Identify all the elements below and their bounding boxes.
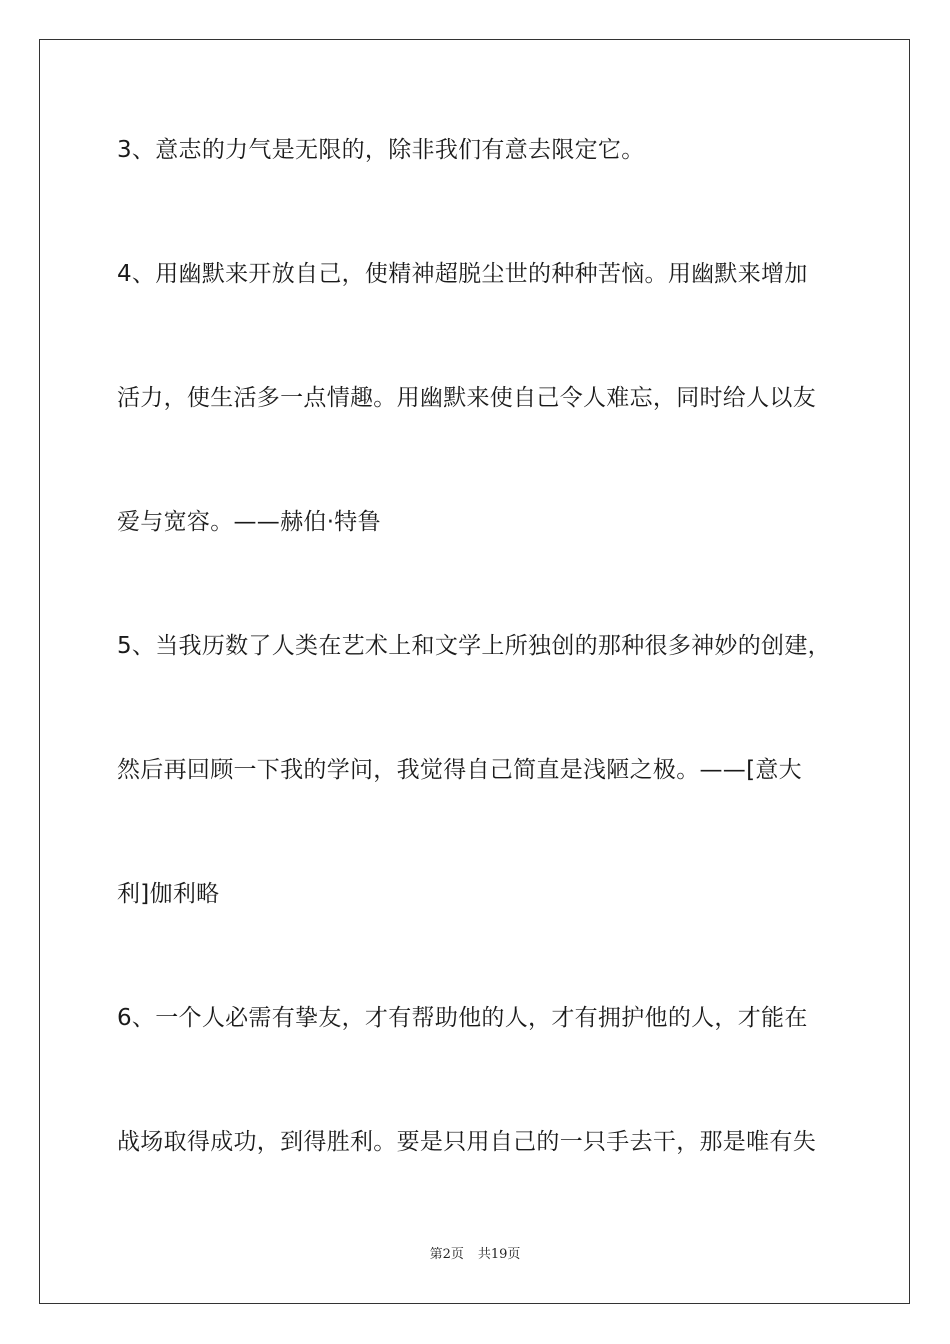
text-line-5: 5、当我历数了人类在艺术上和文学上所独创的那种很多神妙的创建， bbox=[117, 633, 831, 659]
text-line-7: 利]伽利略 bbox=[117, 881, 220, 907]
text-line-8: 6、一个人必需有挚友，才有帮助他的人，才有拥护他的人，才能在 bbox=[117, 1005, 808, 1031]
text-line-4: 爱与宽容。——赫伯·特鲁 bbox=[117, 509, 381, 535]
text-line-9: 战场取得成功，到得胜利。要是只用自己的一只手去干，那是唯有失 bbox=[117, 1129, 816, 1155]
page-border bbox=[39, 39, 910, 1304]
text-line-1: 3、意志的力气是无限的，除非我们有意去限定它。 bbox=[117, 137, 645, 163]
page-total: 共19页 bbox=[477, 1247, 521, 1262]
text-line-6: 然后再回顾一下我的学问，我觉得自己简直是浅陋之极。——[意大 bbox=[117, 757, 802, 783]
page-footer bbox=[0, 1246, 950, 1264]
text-line-3: 活力，使生活多一点情趣。用幽默来使自己令人难忘，同时给人以友 bbox=[117, 385, 816, 411]
text-line-2: 4、用幽默来开放自己，使精神超脱尘世的种种苦恼。用幽默来增加 bbox=[117, 261, 808, 287]
page-number: 第2页 bbox=[429, 1247, 464, 1262]
